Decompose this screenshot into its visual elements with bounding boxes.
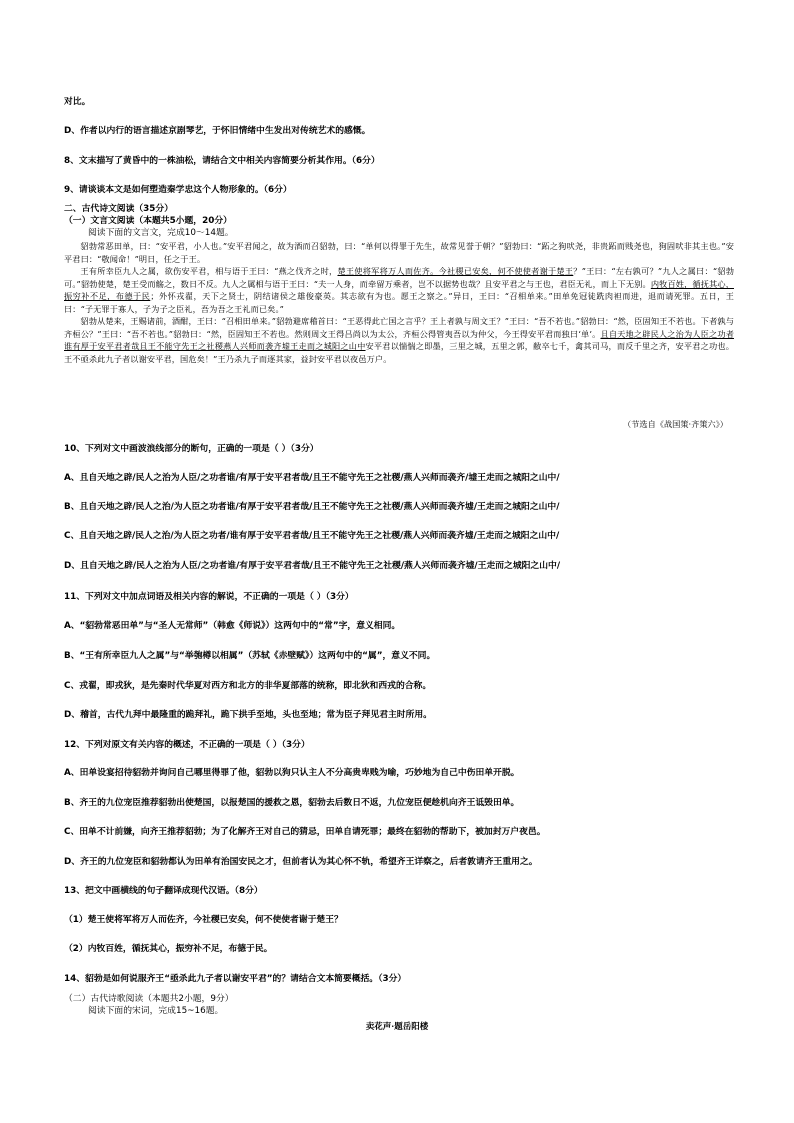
question-9: 9、请谈谈本文是如何塑造秦学忠这个人物形象的。（6分） [64,185,292,195]
question-10: 10、下列对文中画波浪线部分的断句，正确的一项是（ ）（3分） [64,444,319,454]
passage-paragraph-1: 貂勃常恶田单，曰：“安平君，小人也。”安平君闻之，故为酒而召貂勃，曰：“单何以得罪于先生，故常见誉于朝？”貂勃曰：“跖之狗吠尧，非贵跖而贱尧也，狗固吠非其主也。”安平君曰：“敬闻命！”明日，任之于王。 [64,241,734,264]
section-heading: 二、古代诗文阅读（35分） [64,204,174,214]
poem-title: 卖花声·题岳阳楼 [365,1022,429,1032]
question-13: 13、把文中画横线的句子翻译成现代汉语。（8分） [64,886,263,896]
option-11c: C、戎翟，即戎狄，是先秦时代华夏对西方和北方的非华夏部落的统称，即北狄和西戎的合称。 [64,681,432,691]
passage-text: 王有所幸臣九人之属，欲伤安平君，相与语于王曰：“燕之伐齐之时， [80,266,338,276]
option-7d: D、作者以内行的语言描述京剧琴艺，于怀旧情绪中生发出对传统艺术的感慨。 [64,126,371,136]
reading-instruction: 阅读下面的文言文，完成10～14题。 [88,228,234,238]
wavy-underlined-sentence: 且自天地之辟民人之治为人臣之功者谁有厚于安平君者哉且王不能守先王之社稷燕人兴师而袭齐墟王走而之城阳之山中 [64,328,734,351]
passage-text: 安平君以惴惴之即墨，三里之城，五里之郭，敝卒七千，禽其司马，而反千里之齐，安平君之功也。王不亟杀此九子者以谢安平君，国危矣！”王乃杀九子而逐其家，益封安平君以夜邑万户。 [64,341,734,364]
underlined-sentence-2: 内牧百姓，循抚其心，振穷补不足，布德于民 [64,278,734,301]
option-11d: D、稽首，古代九拜中最隆重的跪拜礼，跪下拱手至地，头也至地；常为臣子拜见君主时所用。 [64,710,432,720]
option-10a: A、且自天地之辟/民人之治为人臣/之功者谁/有厚于安平君者哉/且王不能守先王之社稷/燕人兴师而袭齐/墟王走而之城阳之山中/ [64,473,560,483]
passage-text: 貂勃从楚来，王赐诸前，酒酣，王曰：“召相田单来。”貂勃避席稽首曰：“王恶得此亡国之言乎？王上者孰与周文王？”王曰：“吾不若也。”貂勃曰：“然，臣固知王不若也。下者孰与齐桓公？”王曰：“吾不若也。”貂勃曰：“然，臣固知王不若也。然则周文王得吕尚以为太公，齐桓公得管夷吾以为仲父，今王得安平君而独曰‘单’。 [64,316,734,339]
option-11b: B、“王有所幸臣九人之属”与“举匏樽以相属”（苏轼《赤壁赋》）这两句中的“属”，意义不同。 [64,651,436,661]
passage-text: ？”王曰：“左右孰可？”九人之属曰：“貂勃可。”貂勃使楚，楚王受而觞之，数日不反。九人之属相与语于王曰：“夫一人身，而牵留万乘者，岂不以据势也哉？且安平君之与王也，君臣无礼，而上下无别。 [64,266,734,289]
option-10d: D、且自天地之辟/民人之治为人臣/之功者谁/有厚于安平君者哉/且王不能守先王之社稷/燕人兴师而袭齐墟/王走而之城阳之山中/ [64,561,561,571]
option-12d: D、齐王的九位宠臣和貂勃都认为田单有治国安民之才，但前者认为其心怀不轨，希望齐王详察之，后者敦请齐王重用之。 [64,857,538,867]
option-10b: B、且自天地之辟/民人之治/为人臣之功者谁/有厚于安平君者哉/且王不能守先王之社稷/燕人兴师而袭齐墟/王走而之城阳之山中/ [64,502,560,512]
passage-text: ；外怀戎翟，天下之贤士，阴结诸侯之雄俊豪英。其志欲有为也。愿王之察之。”异日，王曰：“召相单来。”田单免冠徒跣肉袒而进，退而请死罪。五日，王曰：“子无罪于寡人，子为子之臣礼，吾为吾之王礼而已矣。” [64,291,734,314]
question-8: 8、文末描写了黄昏中的一株油松，请结合文中相关内容简要分析其作用。（6分） [64,156,380,166]
passage-source: （节选自《战国策·齐策六》） [623,419,728,429]
classical-passage [64,240,734,365]
question-13-part-1: （1）楚王使将军将万人而佐齐，今社稷已安矣，何不使使者谢于楚王？ [64,915,343,925]
option-11a: A、“貂勃常恶田单”与“圣人无常师”（韩愈《师说》）这两句中的“常”字，意义相同。 [64,621,401,631]
option-12c: C、田单不计前嫌，向齐王推荐貂勃；为了化解齐王对自己的猜忌，田单自请死罪；最终在貂勃的帮助下，被加封万户夜邑。 [64,827,546,837]
passage-paragraph-2 [64,265,734,315]
option-12b: B、齐王的九位宠臣推荐貂勃出使楚国，以报楚国的援救之恩，貂勃去后数日不返，九位宠臣便趁机向齐王诋毁田单。 [64,798,520,808]
poetry-instruction: 阅读下面的宋词，完成15~16题。 [88,1006,224,1016]
option-12a: A、田单设宴招待貂勃并询问自己哪里得罪了他，貂勃以狗只认主人不分高贵卑贱为喻，巧妙地为自己中伤田单开脱。 [64,768,520,778]
passage-paragraph-3 [64,315,734,365]
subsection-heading-2: （二）古代诗歌阅读（本题共2小题，9分） [64,994,234,1004]
question-13-part-2: （2）内牧百姓，循抚其心，振穷补不足，布德于民。 [64,944,273,954]
subsection-heading: （一）文言文阅读（本题共5小题，20分） [64,216,232,226]
question-12: 12、下列对原文有关内容的概述，不正确的一项是（ ）（3分） [64,740,310,750]
underlined-sentence-1: 楚王使将军将万人而佐齐。今社稷已安矣，何不使使者谢于楚王 [337,266,574,276]
question-11: 11、下列对文中加点词语及相关内容的解说，不正确的一项是（ ）（3分） [64,592,354,602]
answer-fragment: 对比。 [64,97,91,107]
option-10c: C、且自天地之辟/民人之治/为人臣之功者/谁有厚于安平君者哉/且王不能守先王之社稷/燕人兴师而袭齐墟/王走而之城阳之山中/ [64,531,560,541]
question-14: 14、貂勃是如何说服齐王“亟杀此九子者以谢安平君”的？请结合文本简要概括。（3分） [64,974,407,984]
